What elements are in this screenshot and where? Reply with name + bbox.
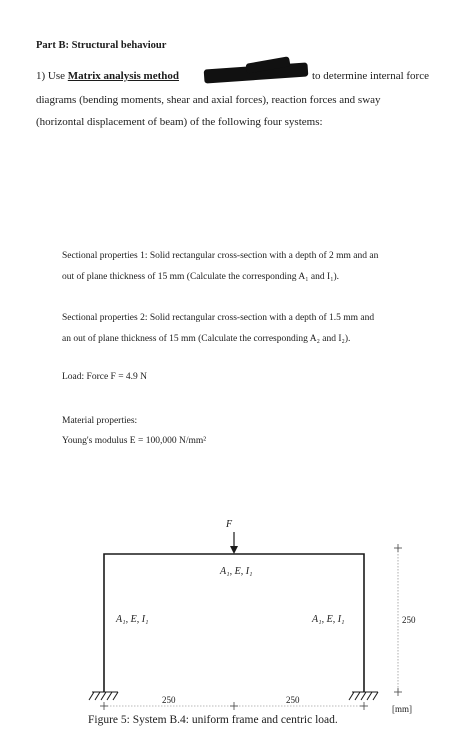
force-arrow-head — [230, 546, 238, 554]
right-support — [349, 692, 378, 700]
sectional-properties-2-line-1: Sectional properties 2: Solid rectangular cross-section with a depth of 1.5 mm and — [62, 313, 375, 323]
question-prefix: 1) Use — [36, 70, 66, 82]
question-line-2: diagrams (bending moments, shear and axial forces), reaction forces and sway — [36, 94, 381, 106]
left-support — [89, 692, 118, 700]
sectional-properties-1-line-1: Sectional properties 1: Solid rectangular cross-section with a depth of 2 mm and an — [62, 251, 379, 261]
method-name: Matrix analysis method — [67, 70, 180, 82]
left-column-label: A₁, E, I₁ — [116, 614, 149, 625]
youngs-modulus-text: Young's modulus E = 100,000 N/mm² — [62, 436, 207, 446]
span-left-value: 250 — [162, 695, 176, 705]
force-label: F — [226, 519, 233, 530]
span-right-value: 250 — [286, 695, 300, 705]
right-column-label: A₁, E, I₁ — [312, 614, 345, 625]
sectional-properties-1-line-2: out of plane thickness of 15 mm (Calculate the corresponding A₁ and I₁). — [62, 272, 340, 282]
figure-caption: Figure 5: System B.4: uniform frame and centric load. — [88, 714, 338, 726]
part-title: Part B: Structural behaviour — [36, 40, 167, 51]
beam-label: A₁, E, I₁ — [220, 566, 253, 577]
material-title: Material properties: — [62, 416, 138, 426]
unit-label: [mm] — [392, 704, 412, 714]
sectional-properties-2-line-2: an out of plane thickness of 15 mm (Calculate the corresponding A₂ and I₂). — [62, 334, 351, 344]
question-line-3: (horizontal displacement of beam) of the following four systems: — [36, 116, 323, 128]
question-line-1-tail: to determine internal force — [312, 70, 429, 82]
load-text: Load: Force F = 4.9 N — [62, 372, 148, 382]
height-dimension-value: 250 — [402, 615, 416, 625]
